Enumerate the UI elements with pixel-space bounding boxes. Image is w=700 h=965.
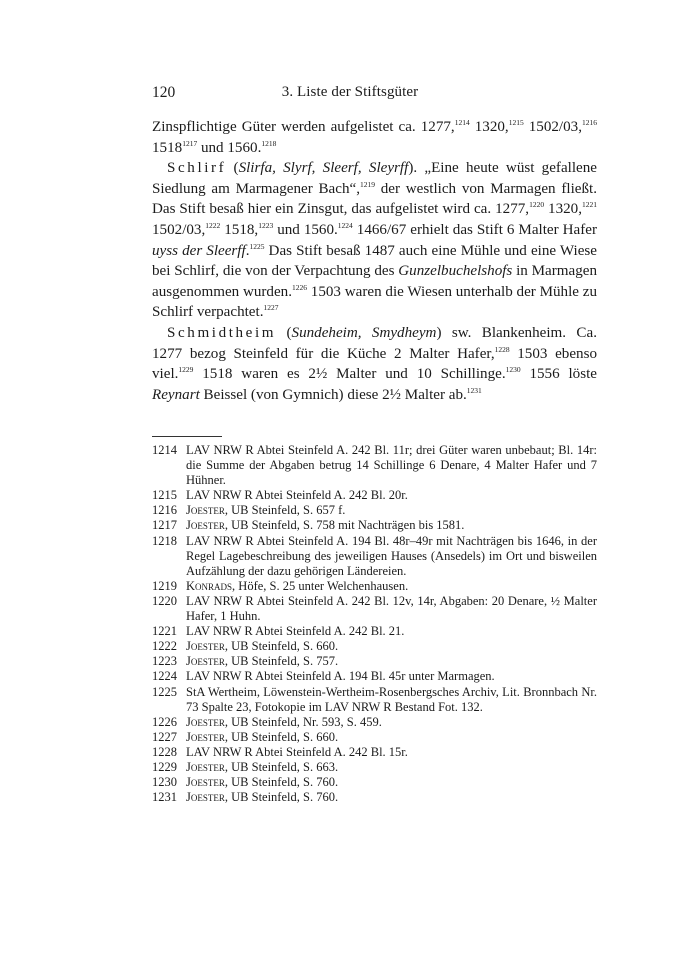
footnote xyxy=(152,775,597,790)
footnote-ref[interactable]: 1220 xyxy=(529,200,545,210)
footnote-text xyxy=(186,760,597,775)
footnote-number: 1231 xyxy=(152,790,177,805)
citation: , Höfe, S. 25 unter Welchenhausen. xyxy=(232,578,409,593)
citation: , UB Steinfeld, S. 663. xyxy=(224,759,339,774)
footnote-text xyxy=(186,775,597,790)
footnote-number: 1222 xyxy=(152,639,177,654)
footnote-ref[interactable]: 1231 xyxy=(466,385,482,395)
text-run: der westlich von Marmagen fließt. Das Stift besaß hier ein Zinsgut, das aufgelistet wird ca. 1277, xyxy=(152,180,597,218)
name-variants: Slirfa, Slyrf, Sleerf, Sleyrff xyxy=(238,160,409,177)
text-run: 1320, xyxy=(469,119,509,135)
text-run: und 1560. xyxy=(197,139,262,156)
footnote xyxy=(152,715,597,730)
footnote-ref[interactable]: 1218 xyxy=(261,138,277,148)
footnote-text xyxy=(186,730,597,745)
footnote-ref[interactable]: 1219 xyxy=(359,179,375,189)
author-name: Joester xyxy=(186,518,225,533)
citation: , UB Steinfeld, S. 760. xyxy=(224,775,339,790)
footnote-text xyxy=(186,790,597,805)
text-run: in Marmagen ausgenommen wurden. xyxy=(152,263,598,300)
author-name: Joester xyxy=(186,790,225,805)
footnote-number: 1216 xyxy=(152,503,177,518)
author-name: Joester xyxy=(186,654,225,669)
text-run: ). „Eine heute wüst gefallene Siedlung am Marmagener Bach“, xyxy=(152,160,597,197)
paragraph-schlirf xyxy=(152,158,597,323)
footnote-ref[interactable]: 1216 xyxy=(582,118,597,127)
footnote-text xyxy=(186,518,597,533)
text-run: 1503 waren die Wiesen unterhalb der Mühle zu Schlirf verpachtet. xyxy=(152,283,598,321)
author-name: Joester xyxy=(186,639,225,654)
footnote-ref[interactable]: 1230 xyxy=(505,365,521,375)
footnote-text xyxy=(186,715,597,730)
footnote-number: 1215 xyxy=(152,488,177,503)
footnote xyxy=(152,443,597,488)
footnote-ref[interactable]: 1225 xyxy=(249,241,265,251)
footnote-number: 1226 xyxy=(152,714,177,729)
footnote xyxy=(152,534,597,579)
citation: , UB Steinfeld, Nr. 593, S. 459. xyxy=(224,714,382,729)
footnote-number: 1227 xyxy=(152,729,177,744)
text-run: Beissel (von Gymnich) diese 2½ Malter ab. xyxy=(199,386,467,403)
author-name: Joester xyxy=(186,729,225,744)
citation: , UB Steinfeld, S. 657 f. xyxy=(224,503,346,518)
footnote-text xyxy=(186,639,597,654)
quoted-term: uyss der Sleerff xyxy=(152,242,246,259)
paragraph-schmidtheim xyxy=(152,323,597,405)
footnote-ref[interactable]: 1214 xyxy=(454,118,470,127)
footnote xyxy=(152,685,597,715)
text-run: 1466/67 erhielt das Stift 6 Malter Hafer xyxy=(352,221,598,238)
footnote-text xyxy=(186,579,597,594)
text-run: ) sw. Blankenheim. Ca. 1277 bezog Steinfeld für die Küche 2 Malter Hafer, xyxy=(152,324,597,362)
author-name: Joester xyxy=(186,775,225,790)
footnote xyxy=(152,790,597,805)
text-run: 1320, xyxy=(544,201,583,218)
footnote-ref[interactable]: 1217 xyxy=(182,138,198,148)
footnote xyxy=(152,579,597,594)
footnote-number: 1229 xyxy=(152,759,177,774)
footnote xyxy=(152,745,597,760)
page-number: 120 xyxy=(152,84,176,101)
running-title: 3. Liste der Stiftsgüter xyxy=(281,84,419,100)
text-run: 1502/03, xyxy=(152,221,206,238)
footnote-ref[interactable]: 1222 xyxy=(205,220,221,230)
footnote xyxy=(152,518,597,533)
footnote-ref[interactable]: 1215 xyxy=(508,118,524,127)
footnote-text: LAV NRW R Abtei Steinfeld A. 242 Bl. 21. xyxy=(186,624,405,639)
footnote-ref[interactable]: 1223 xyxy=(258,220,274,230)
text-run: 1518, xyxy=(220,221,259,238)
footnote xyxy=(152,624,597,639)
person-name: Reynart xyxy=(152,386,200,403)
text-run: . xyxy=(245,242,250,259)
footnote xyxy=(152,503,597,518)
footnote-number: 1230 xyxy=(152,775,177,790)
text-run: 1556 löste xyxy=(520,366,597,383)
footnote-number: 1214 xyxy=(152,443,177,457)
footnote xyxy=(152,594,597,624)
footnote-number: 1223 xyxy=(152,654,177,669)
footnote-ref[interactable]: 1224 xyxy=(337,220,353,230)
footnote-text: StA Wertheim, Löwenstein-Wertheim-Rosenbergsches Archiv, Lit. Bronnbach Nr. 73 Spalte 23, Fotokopie im LAV NRW R Bestand Fot. 132. xyxy=(186,684,597,714)
footnote-number: 1228 xyxy=(152,744,177,759)
text-run: Das Stift besaß 1487 auch eine Mühle und eine Wiese bei Schlirf, die von der Verpachtung des xyxy=(152,242,597,280)
citation: , UB Steinfeld, S. 757. xyxy=(224,654,339,669)
citation: , UB Steinfeld, S. 660. xyxy=(224,639,339,654)
footnote-ref[interactable]: 1221 xyxy=(582,200,598,210)
name-variants: Sundeheim, Smydheym xyxy=(291,324,437,341)
author-name: Joester xyxy=(186,503,225,518)
footnote xyxy=(152,760,597,775)
text-run: und 1560. xyxy=(273,221,338,238)
footnote-number: 1217 xyxy=(152,518,177,533)
footnote-ref[interactable]: 1227 xyxy=(263,303,279,313)
footnote-number: 1225 xyxy=(152,684,177,699)
text-run: 1518 xyxy=(152,139,183,156)
footnotes xyxy=(152,443,597,805)
footnote xyxy=(152,639,597,654)
footnote xyxy=(152,654,597,669)
footnote-text: LAV NRW R Abtei Steinfeld A. 194 Bl. 45r unter Marmagen. xyxy=(186,669,495,684)
quoted-term: Gunzelbuchelshofs xyxy=(398,263,513,280)
author-name: Joester xyxy=(186,714,225,729)
footnote xyxy=(152,488,597,503)
footnote-separator xyxy=(152,436,222,437)
footnote-number: 1221 xyxy=(152,624,177,639)
main-text xyxy=(152,117,597,405)
citation: , UB Steinfeld, S. 660. xyxy=(224,729,339,744)
footnote-ref[interactable]: 1226 xyxy=(292,282,308,292)
footnote-text xyxy=(186,654,597,669)
footnote-text: LAV NRW R Abtei Steinfeld A. 194 Bl. 48r–49r mit Nachträgen bis 1646, in der Regel Lagebeschreibung des jeweiligen Hauses (Ansedels) im Ort und bisweilen Aufzählung der dazu gehörigen Ländereien. xyxy=(186,533,597,578)
footnote xyxy=(152,669,597,684)
text-run: 1518 waren es 2½ Malter und 10 Schillinge. xyxy=(193,366,506,383)
citation: , UB Steinfeld, S. 758 mit Nachträgen bis 1581. xyxy=(224,518,465,533)
author-name: Konrads xyxy=(186,578,233,593)
footnote-number: 1220 xyxy=(152,593,177,608)
footnote-text: LAV NRW R Abtei Steinfeld A. 242 Bl. 11r; drei Güter waren unbebaut; Bl. 14r: die Summe der Abgaben betrug 14 Schillinge 6 Denare, 4 Malter Hafer und 7 Hühner. xyxy=(186,443,597,488)
footnote-text: LAV NRW R Abtei Steinfeld A. 242 Bl. 15r. xyxy=(186,744,408,759)
text-run: 1503 ebenso viel. xyxy=(152,345,597,383)
footnote-text xyxy=(186,503,597,518)
footnote-text: LAV NRW R Abtei Steinfeld A. 242 Bl. 20r. xyxy=(186,488,408,503)
footnote-ref[interactable]: 1229 xyxy=(178,365,194,375)
footnote-number: 1218 xyxy=(152,533,177,548)
footnote-number: 1219 xyxy=(152,578,177,593)
paragraph-1 xyxy=(152,117,597,158)
text-run: Zinspflichtige Güter werden aufgelistet ca. 1277, xyxy=(152,119,455,135)
citation: , UB Steinfeld, S. 760. xyxy=(224,790,339,805)
place-name-schlirf: Schlirf xyxy=(167,160,227,177)
footnote xyxy=(152,730,597,745)
footnote-number: 1224 xyxy=(152,669,177,684)
footnote-text: LAV NRW R Abtei Steinfeld A. 242 Bl. 12v, 14r, Abgaben: 20 Denare, ½ Malter Hafer, 1 Huhn. xyxy=(186,593,597,624)
place-name-schmidtheim: Schmidtheim xyxy=(167,324,277,341)
text-run: 1502/03, xyxy=(523,119,582,135)
text-run: ( xyxy=(226,160,239,177)
footnote-ref[interactable]: 1228 xyxy=(494,344,510,354)
author-name: Joester xyxy=(186,759,225,774)
text-run: ( xyxy=(276,324,292,341)
